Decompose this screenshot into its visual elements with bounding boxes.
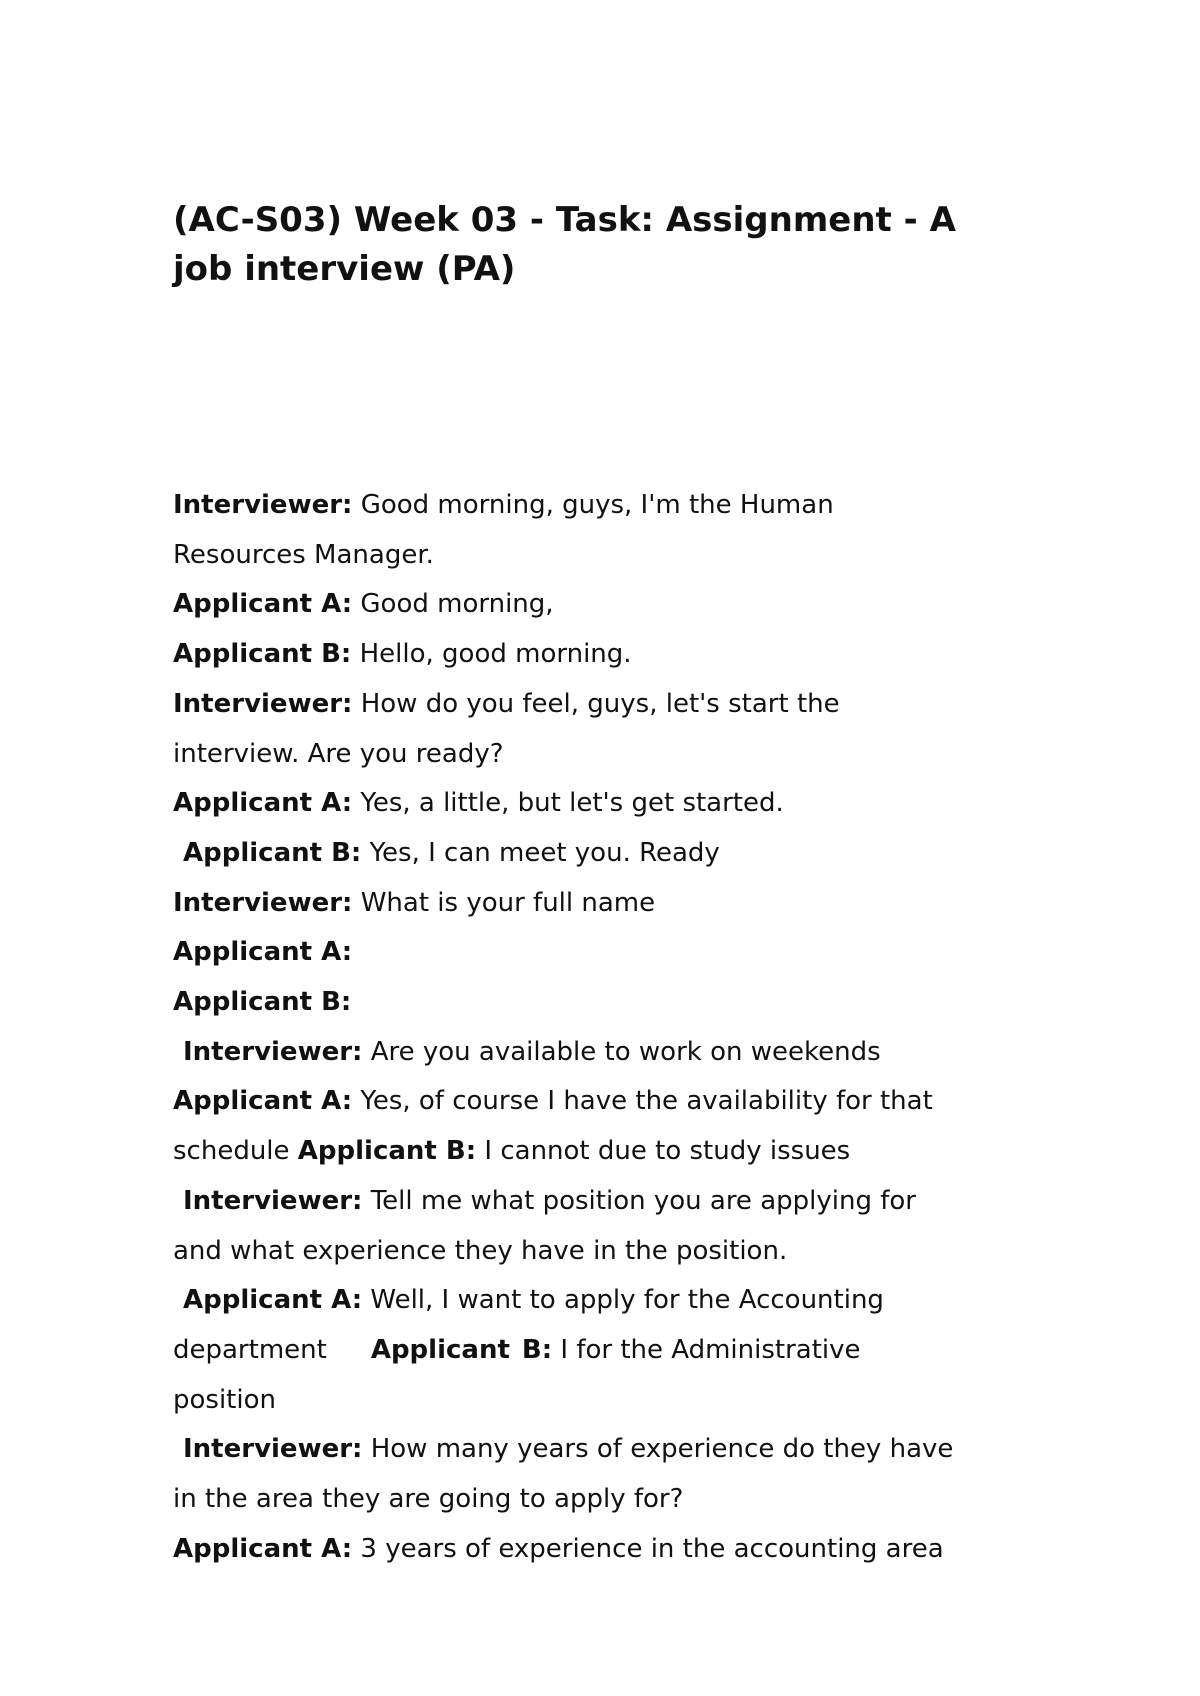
speaker-label: Applicant B:: [183, 837, 362, 868]
dialogue-line: [173, 1525, 1053, 1575]
interview-dialogue: [173, 481, 1053, 1574]
speaker-label: Applicant A:: [173, 788, 353, 819]
speaker-label: Applicant A:: [173, 937, 353, 968]
title-line-2: job interview (PA): [173, 249, 516, 289]
line-text: Resources Manager.: [173, 539, 434, 570]
line-text: Well, I want to apply for the Accounting: [362, 1285, 884, 1316]
speaker-label: Applicant A:: [183, 1285, 363, 1316]
dialogue-line: [173, 730, 1053, 780]
line-text: Yes, of course I have the availability for that: [352, 1086, 933, 1117]
dialogue-line: [173, 680, 1053, 730]
line-text: department: [173, 1334, 327, 1365]
line-text: I for the Administrative: [552, 1334, 861, 1365]
dialogue-line: [173, 1227, 1053, 1277]
speaker-label: Applicant B:: [173, 639, 352, 670]
line-text: I cannot due to study issues: [476, 1136, 851, 1167]
dialogue-line: [173, 829, 1053, 879]
speaker-label: Interviewer:: [173, 490, 353, 520]
line-text: position: [173, 1384, 276, 1415]
line-text: Hello, good morning.: [351, 639, 632, 670]
dialogue-line: [173, 879, 1053, 929]
dialogue-line: [173, 978, 1053, 1028]
line-text: Yes, a little, but let's get started.: [352, 788, 784, 819]
line-text: Yes, I can meet you. Ready: [361, 837, 720, 868]
dialogue-line: [173, 481, 1053, 531]
dialogue-line: [173, 630, 1053, 680]
line-text: in the area they are going to apply for?: [173, 1484, 684, 1515]
line-text: Good morning, guys, I'm the Human: [352, 490, 834, 520]
line-text: What is your full name: [352, 887, 656, 918]
line-text: Are you available to work on weekends: [362, 1036, 881, 1067]
dialogue-line: [173, 928, 1053, 978]
dialogue-line: [173, 1326, 1053, 1376]
dialogue-line: [173, 1077, 1053, 1127]
dialogue-line: [173, 1177, 1053, 1227]
dialogue-line: [173, 1376, 1053, 1426]
speaker-label: Interviewer:: [173, 688, 353, 719]
dialogue-line: [173, 580, 1053, 630]
line-text: How many years of experience do they have: [362, 1434, 954, 1465]
speaker-label: Applicant B:: [297, 1136, 477, 1167]
speaker-label: Applicant: [370, 1334, 510, 1365]
line-text: schedule: [173, 1136, 298, 1167]
dialogue-line: [173, 1425, 1053, 1475]
line-text: interview. Are you ready?: [173, 738, 504, 769]
line-text: and what experience they have in the position.: [173, 1235, 788, 1266]
title-line-1: (AC-S03) Week 03 - Task: Assignment - A: [173, 200, 956, 240]
dialogue-line: [173, 1127, 1053, 1177]
line-text: 3 years of experience in the accounting area: [352, 1533, 944, 1564]
speaker-label: Interviewer:: [183, 1434, 363, 1465]
speaker-label: Interviewer:: [183, 1036, 363, 1067]
dialogue-line: [173, 1028, 1053, 1078]
dialogue-line: [173, 531, 1053, 581]
dialogue-line: [173, 1276, 1053, 1326]
line-text: How do you feel, guys, let's start the: [352, 688, 840, 719]
speaker-label: Applicant B:: [173, 987, 352, 1018]
dialogue-line: [173, 1475, 1053, 1525]
speaker-label: B:: [521, 1334, 553, 1365]
speaker-label: Applicant A:: [173, 1533, 353, 1564]
speaker-label: Applicant A:: [173, 589, 353, 620]
line-text: Good morning,: [352, 589, 554, 620]
speaker-label: Interviewer:: [173, 887, 353, 918]
line-text: Tell me what position you are applying for: [362, 1185, 916, 1216]
document-title: [173, 196, 1053, 294]
speaker-label: Applicant A:: [173, 1086, 353, 1117]
speaker-label: Interviewer:: [183, 1185, 363, 1216]
dialogue-line: [173, 779, 1053, 829]
